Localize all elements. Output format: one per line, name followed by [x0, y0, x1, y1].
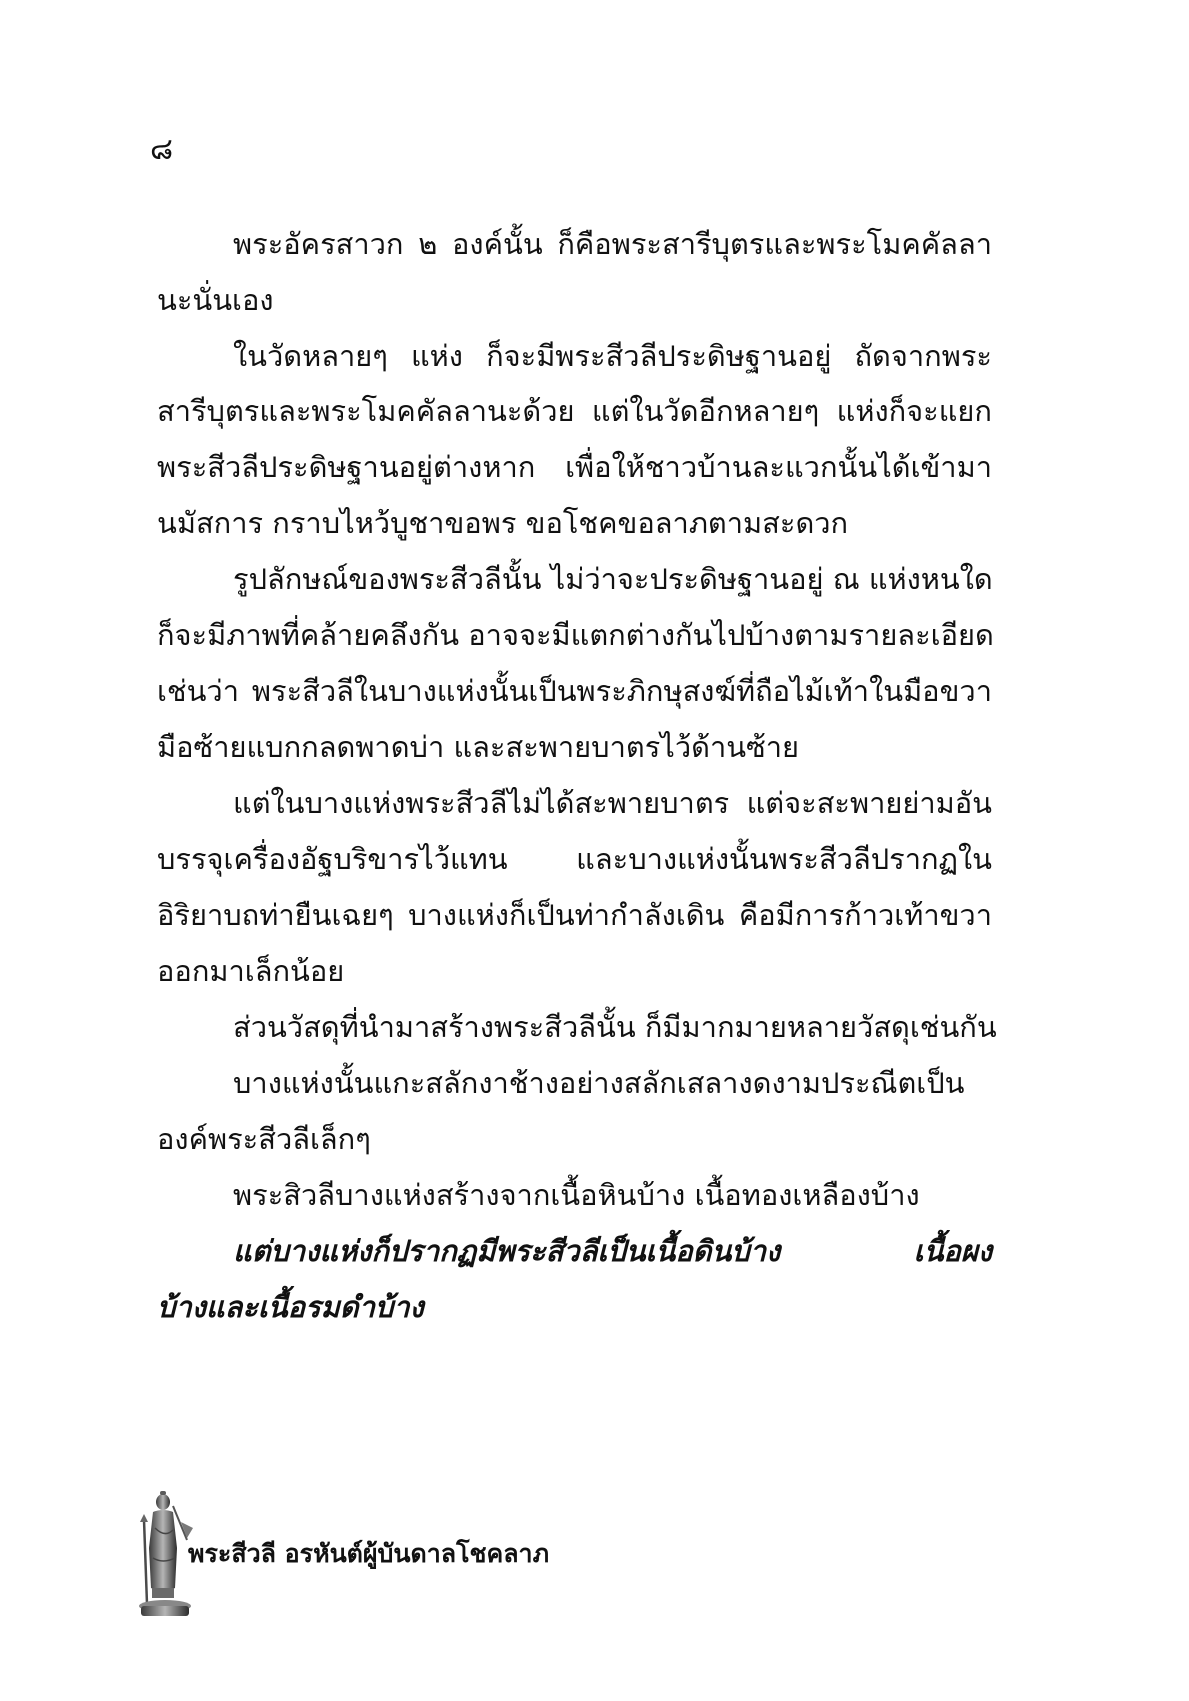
emphasis-line: บ้างและเนื้อรมดำบ้าง — [157, 1290, 424, 1324]
text-line: นะนั่นเอง — [157, 283, 274, 317]
text-line: แต่ในบางแห่งพระสีวลีไม่ได้สะพายบาตร แต่จะสะพายย่ามอัน — [233, 786, 992, 820]
text-line: รูปลักษณ์ของพระสีวลีนั้น ไม่ว่าจะประดิษฐานอยู่ ณ แห่งหนใด — [233, 562, 993, 596]
text-line: องค์พระสีวลีเล็กๆ — [157, 1122, 371, 1156]
text-line: ก็จะมีภาพที่คล้ายคลึงกัน อาจจะมีแตกต่างกันไปบ้างตามรายละเอียด — [157, 618, 994, 652]
text-line: เช่นว่า พระสีวลีในบางแห่งนั้นเป็นพระภิกษุสงฆ์ที่ถือไม้เท้าในมือขวา — [157, 674, 992, 708]
text-line: ออกมาเล็กน้อย — [157, 954, 345, 988]
monk-statue-icon — [135, 1488, 195, 1620]
text-line: มือซ้ายแบกกลดพาดบ่า และสะพายบาตรไว้ด้านซ้าย — [157, 730, 800, 764]
text-line: บางแห่งนั้นแกะสลักงาช้างอย่างสลักเสลางดงามประณีตเป็น — [233, 1066, 965, 1100]
text-line: พระอัครสาวก ๒ องค์นั้น ก็คือพระสารีบุตรและพระโมคคัลลา — [233, 227, 992, 261]
text-line: พระสิวลีบางแห่งสร้างจากเนื้อหินบ้าง เนื้อทองเหลืองบ้าง — [233, 1178, 920, 1212]
text-line: นมัสการ กราบไหว้บูชาขอพร ขอโชคขอลาภตามสะดวก — [157, 506, 849, 540]
book-title: พระสีวลี อรหันต์ผู้บันดาลโชคลาภ — [188, 1539, 550, 1568]
text-line: บรรจุเครื่องอัฐบริขารไว้แทน และบางแห่งนั้นพระสีวลีปรากฏใน — [157, 842, 992, 876]
emphasis-line: แต่บางแห่งก็ปรากฏมีพระสีวลีเป็นเนื้อดินบ้าง เนื้อผง — [233, 1234, 992, 1268]
text-line: อิริยาบถท่ายืนเฉยๆ บางแห่งก็เป็นท่ากำลังเดิน คือมีการก้าวเท้าขวา — [157, 898, 992, 932]
text-line: พระสีวลีประดิษฐานอยู่ต่างหาก เพื่อให้ชาวบ้านละแวกนั้นได้เข้ามา — [157, 450, 992, 484]
page-number: ๘ — [150, 132, 174, 167]
text-line: สารีบุตรและพระโมคคัลลานะด้วย แต่ในวัดอีกหลายๆ แห่งก็จะแยก — [157, 394, 992, 428]
text-line: ส่วนวัสดุที่นำมาสร้างพระสีวลีนั้น ก็มีมากมายหลายวัสดุเช่นกัน — [233, 1010, 997, 1044]
text-line: ในวัดหลายๆ แห่ง ก็จะมีพระสีวลีประดิษฐานอยู่ ถัดจากพระ — [233, 339, 992, 373]
